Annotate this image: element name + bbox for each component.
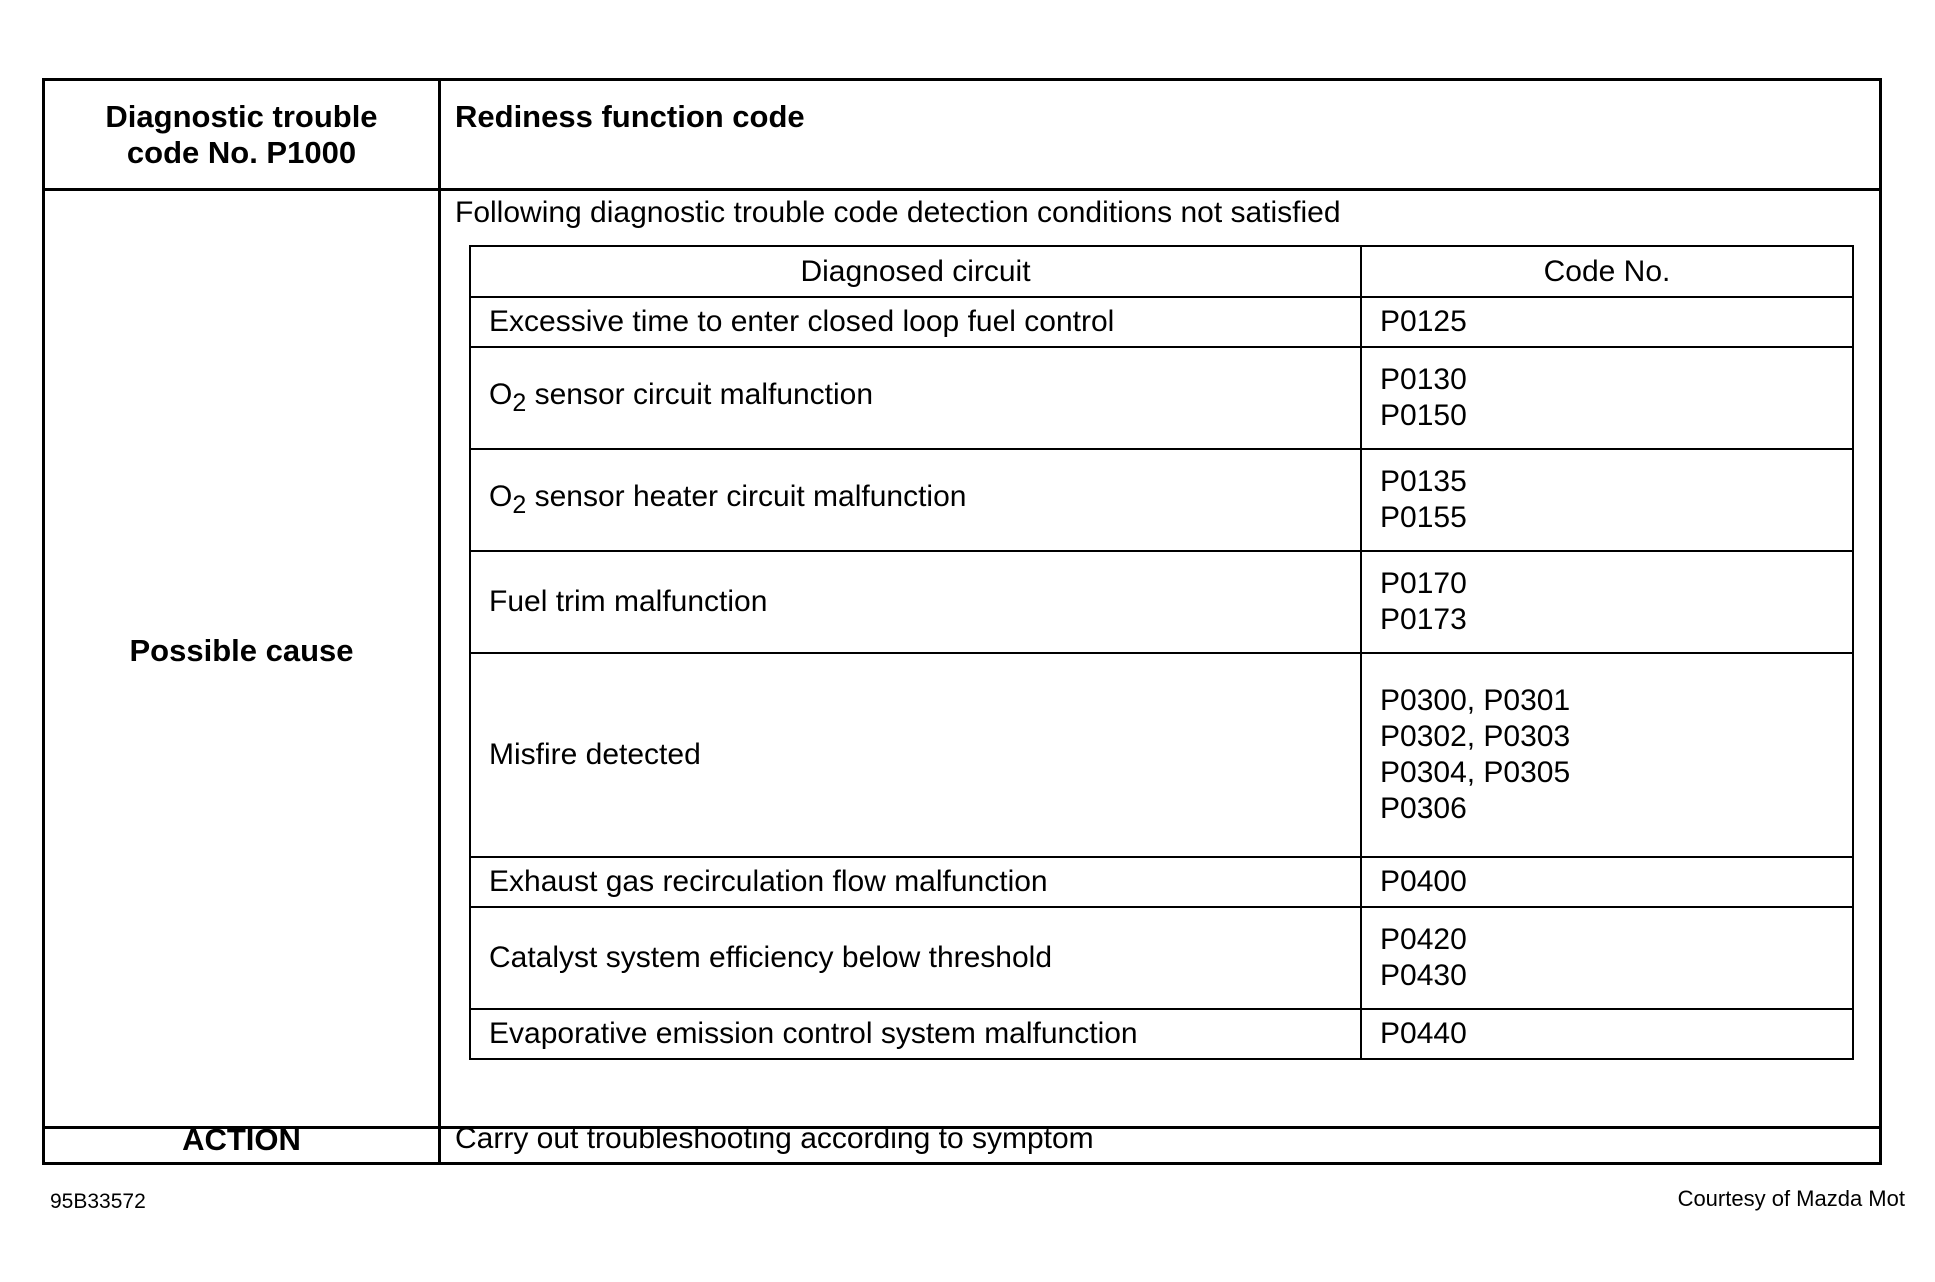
code-value: P0150	[1380, 399, 1467, 432]
code-value: P0173	[1380, 603, 1467, 636]
code-cell	[1361, 907, 1853, 1009]
code-cell	[1361, 1009, 1853, 1059]
code-value: P0130	[1380, 363, 1467, 396]
circuit-cell: Evaporative emission control system malfunction	[470, 1009, 1361, 1059]
circuit-prefix: O	[489, 480, 513, 513]
code-value: P0440	[1380, 1017, 1467, 1050]
circuit-cell: Misfire detected	[470, 653, 1361, 857]
code-cell	[1361, 551, 1853, 653]
dtc-label-line1: Diagnostic trouble	[105, 99, 378, 134]
action-label: ACTION	[182, 1122, 301, 1157]
column-divider	[438, 81, 441, 1162]
table-row	[470, 907, 1853, 1009]
code-cell	[1361, 653, 1853, 857]
code-cell	[1361, 449, 1853, 551]
table-header-row	[470, 246, 1853, 297]
dtc-label-line2: code No. P1000	[126, 135, 357, 170]
action-text: Carry out troubleshooting according to symptom	[455, 1122, 1094, 1155]
table-row	[470, 347, 1853, 449]
circuit-text: sensor circuit malfunction	[526, 378, 874, 411]
code-value: P0304, P0305	[1380, 756, 1571, 789]
dtc-label	[45, 99, 438, 171]
row-divider	[45, 188, 1879, 191]
circuit-cell: Catalyst system efficiency below threshold	[470, 907, 1361, 1009]
code-value: P0125	[1380, 305, 1467, 338]
table-row	[470, 449, 1853, 551]
diagnosed-circuit-table	[469, 245, 1854, 1060]
possible-cause-label: Possible cause	[129, 633, 354, 668]
circuit-cell	[470, 347, 1361, 449]
code-cell	[1361, 347, 1853, 449]
circuit-cell	[470, 449, 1361, 551]
dtc-title: Rediness function code	[455, 99, 805, 134]
code-value: P0400	[1380, 865, 1467, 898]
table-row	[470, 297, 1853, 347]
table-row	[470, 653, 1853, 857]
circuit-text: sensor heater circuit malfunction	[526, 480, 967, 513]
table-row	[470, 857, 1853, 907]
table-row	[470, 551, 1853, 653]
table-row	[470, 1009, 1853, 1059]
code-value: P0430	[1380, 959, 1467, 992]
code-value: P0155	[1380, 501, 1467, 534]
circuit-cell: Excessive time to enter closed loop fuel control	[470, 297, 1361, 347]
code-cell	[1361, 297, 1853, 347]
code-value: P0302, P0303	[1380, 720, 1571, 753]
possible-cause-intro: Following diagnostic trouble code detection conditions not satisfied	[455, 196, 1341, 229]
credit-text: Courtesy of Mazda Mot	[1677, 1186, 1905, 1211]
circuit-prefix: O	[489, 378, 513, 411]
code-value: P0300, P0301	[1380, 684, 1571, 717]
code-cell	[1361, 857, 1853, 907]
code-value: P0170	[1380, 567, 1467, 600]
circuit-subscript: 2	[512, 389, 527, 417]
circuit-cell: Exhaust gas recirculation flow malfunction	[470, 857, 1361, 907]
circuit-subscript: 2	[512, 491, 527, 519]
circuit-cell: Fuel trim malfunction	[470, 551, 1361, 653]
code-value: P0420	[1380, 923, 1467, 956]
code-value: P0135	[1380, 465, 1467, 498]
column-header-circuit: Diagnosed circuit	[470, 246, 1361, 297]
diagnostic-table	[42, 78, 1882, 1165]
figure-id: 95B33572	[50, 1190, 146, 1213]
code-value: P0306	[1380, 792, 1467, 825]
column-header-code: Code No.	[1361, 246, 1853, 297]
